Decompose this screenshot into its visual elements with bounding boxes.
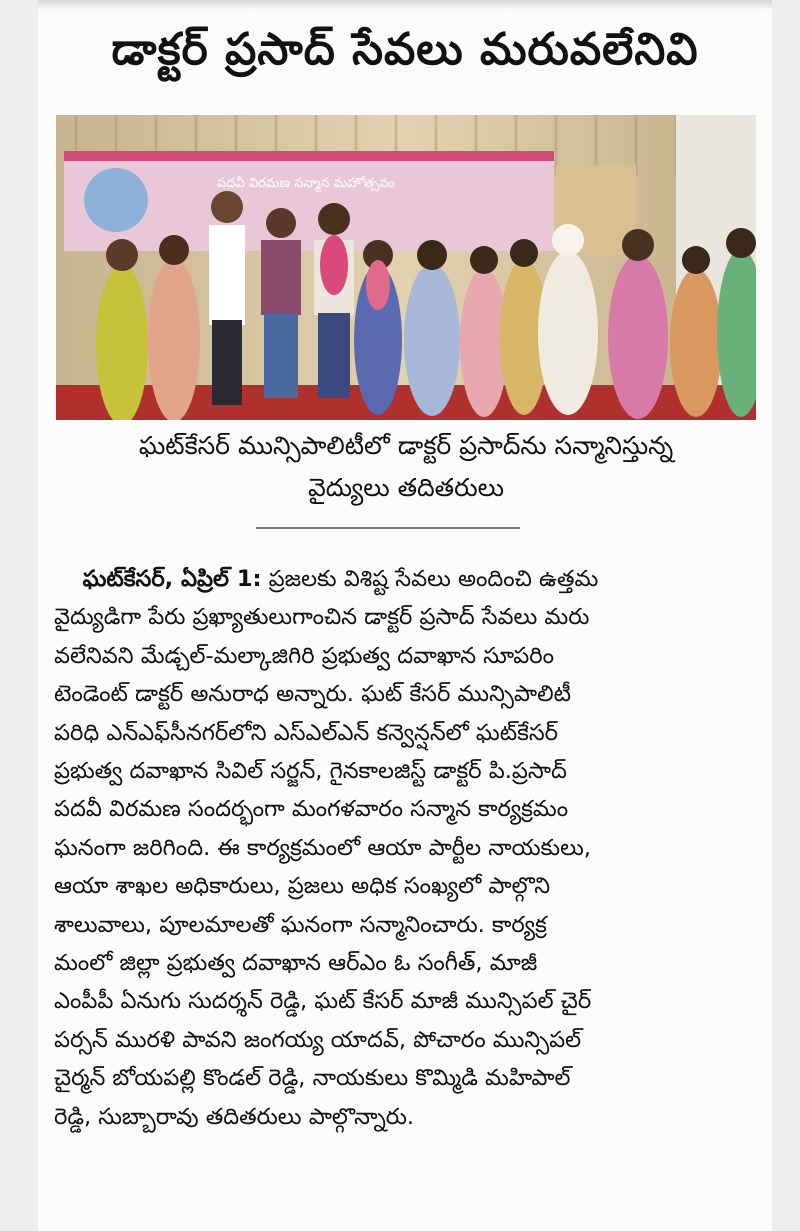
article-line: మంలో జిల్లా ప్రభుత్వ దవాఖాన ఆర్ఎం ఓ సంగీత్, మాజీ <box>54 950 538 977</box>
article-body <box>54 560 758 1136</box>
article-line: వైద్యుడిగా పేరు ప్రఖ్యాతులుగాంచిన డాక్టర్ ప్రసాద్ సేవలు మరు <box>54 604 590 631</box>
caption-line-2: వైద్యులు తదితరులు <box>308 473 504 502</box>
caption-line-1: ఘట్‌కేసర్ మున్సిపాలిటీలో డాక్టర్ ప్రసాద్‌ను సన్మానిస్తున్న <box>138 431 674 460</box>
event-photo-graphic <box>56 115 756 420</box>
news-clipping <box>38 0 772 1231</box>
article-line <box>54 560 758 598</box>
article-line: పరిధి ఎన్ఎఫ్‌సీనగర్‌లోని ఎస్ఎల్ఎన్ కన్వెన్షన్‌లో ఘట్‌కేసర్ <box>54 719 558 746</box>
article-line: ఎంపీపీ ఏనుగు సుదర్శన్ రెడ్డి, ఘట్ కేసర్ మాజీ మున్సిపల్ చైర్ <box>54 988 592 1015</box>
dateline: ఘట్‌కేసర్, ఏప్రిల్ 1: <box>82 566 262 592</box>
headline: డాక్టర్ ప్రసాద్ సేవలు మరువలేనివి <box>111 24 699 75</box>
article-line: చైర్మన్ బోయపల్లి కొండల్ రెడ్డి, నాయకులు కొమ్మిడి మహిపాల్ <box>54 1065 571 1092</box>
article-line-text: ప్రజలకు విశిష్ట సేవలు అందించి ఉత్తమ <box>268 566 599 592</box>
photo-caption <box>56 425 756 509</box>
event-photo <box>56 115 756 420</box>
article-line: రెడ్డి, సుబ్బారావు తదితరులు పాల్గొన్నారు. <box>54 1103 415 1130</box>
article-line: ప్రభుత్వ దవాఖాన సివిల్ సర్జన్, గైనకాలజిస్ట్ డాక్టర్ పి.ప్రసాద్ <box>54 758 567 785</box>
article-line: ఘనంగా జరిగింది. ఈ కార్యక్రమంలో ఆయా పార్టీల నాయకులు, <box>54 834 591 861</box>
article-line: వలేనివని మేడ్చల్-మల్కాజిగిరి ప్రభుత్వ దవాఖాన సూపరిం <box>54 642 555 669</box>
article-line: పర్సన్ మురళి పావని జంగయ్య యాదవ్, పోచారం మున్సిపల్ <box>54 1026 582 1053</box>
caption-divider <box>256 527 520 529</box>
banner-text: పదవీ విరమణ సన్మాన మహోత్సవం <box>217 176 395 191</box>
article-line: శాలువాలు, పూలమాలతో ఘనంగా సన్మానించారు. కార్యక్ర <box>54 911 547 938</box>
top-edge <box>38 0 772 10</box>
article-line: ఆయా శాఖల అధికారులు, ప్రజలు అధిక సంఖ్యలో పాల్గొని <box>54 873 551 900</box>
article-line: టెండెంట్ డాక్టర్ అనురాధ అన్నారు. ఘట్ కేసర్ మున్సిపాలిటీ <box>54 681 571 708</box>
article-line: పదవీ విరమణ సందర్భంగా మంగళవారం సన్మాన కార్యక్రమం <box>54 796 569 823</box>
